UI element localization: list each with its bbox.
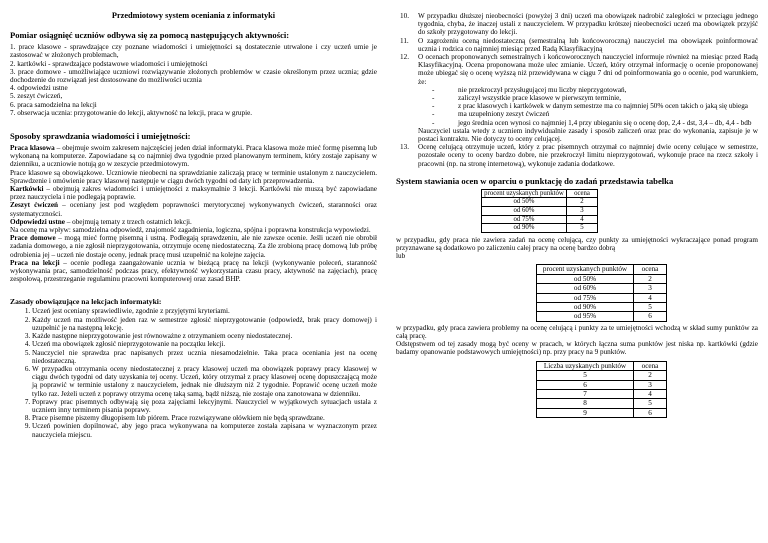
table-cell: od 75% (537, 293, 634, 302)
list-item: 3. Każde następne nieprzygotowanie jest równoważne z otrzymaniem oceny niedostatecznej. (32, 332, 377, 340)
table-header: ocena (567, 189, 598, 198)
section-heading-grading: System stawiania ocen w oparciu o punktację do zadań przedstawia tabelka (396, 175, 674, 186)
table-cell: 3 (567, 207, 598, 216)
table-cell: od 95% (537, 312, 634, 321)
table-cell: 2 (634, 274, 667, 283)
term-workbook: Zeszyt ćwiczeń (10, 201, 59, 210)
list-item: 1. Uczeń jest oceniany sprawiedliwie, zgodnie z przyjętymi kryteriami. (32, 307, 377, 315)
table-cell: od 75% (482, 215, 567, 224)
list-item: 5. zeszyt ćwiczeń, (10, 92, 63, 101)
table-row (537, 389, 667, 398)
section-heading-methods: Sposoby sprawdzania wiadomości i umiejętności: (10, 131, 191, 142)
grading-table-extended (536, 264, 667, 321)
item-text: O ocenach proponowanych semestralnych i końcoworocznych nauczyciel informuje również na miesiąc przed Radą Klasyfikacyjną. Ocena proponowana może ulec zmianie. Uczeń, który otrzymał informację o ocenie proponowanej może ubiegać się o ocenę wyższą niż przewidywana w ciągu 7 dni od poinformowania go o ocenie, pod warunkiem, że: (418, 53, 758, 86)
item-text: O zagrożeniu oceną niedostateczną (semestralną lub końcoworoczną) nauczyciel ma obowiązek poinformować ucznia i rodzica co najmniej miesiąc przed Radą Klasyfikacyjną (418, 36, 758, 53)
list-item: 4. Uczeń ma obowiązek zgłosić nieprzygotowanie na początku lekcji. (32, 340, 377, 348)
paragraph-homework (10, 234, 377, 259)
list-item: 2. Każdy uczeń ma możliwość jeden raz w semestrze zgłosić nieprzygotowanie (odpowiedź, brak pracy domowej) i uzupełnić je na następną lekcję. (32, 316, 377, 332)
table-cell: 7 (537, 389, 634, 398)
paragraph-workbook (10, 201, 377, 217)
paragraph-class-test-rules: Prace klasowe są obowiązkowe. Uczniowie nieobecni na sprawdzianie zaliczają pracę w terminie ustalonym z nauczycielem. Sprawdzenie i omówienie pracy klasowej następuje w ciągu dwóch tygodni od daty ich przeprowadzenia. (10, 168, 377, 185)
contract-note: Nauczyciel ustala wtedy z uczniem indywidualnie zasady i sposób zaliczeń oraz prac do wykonania, zapisuje je w postaci kontraktu. Nie dotyczy to oceny celującej. (418, 126, 758, 144)
paragraph-oral (10, 218, 377, 226)
table-header: ocena (634, 361, 667, 370)
activities-list (10, 43, 377, 117)
or-label: lub (396, 252, 406, 261)
table-cell: 6 (634, 408, 667, 417)
list-item (396, 37, 758, 53)
document-title: Przedmiotowy system oceniania z informatyki (111, 11, 276, 20)
paragraph-oral-criteria: Na ocenę ma wpływ: samodzielna odpowiedź, znajomość zagadnienia, logiczna, spójna i poprawna konstrukcja wypowiedzi. (10, 226, 371, 235)
table-cell: 4 (634, 293, 667, 302)
table-cell: od 50% (482, 198, 567, 207)
condition-item: - ma uzupełniony zeszyt ćwiczeń (458, 110, 758, 118)
grading-table-basic (481, 189, 598, 233)
table-cell: 6 (537, 380, 634, 389)
list-item: 3. prace domowe - umożliwiające uczniowi rozwiązywanie złożonych problemów w czasie określonym przez ucznia; gdzie dochodzenie do rozwiązań jest dostosowane do możliwości ucznia (10, 67, 377, 85)
list-item: 1. prace klasowe - sprawdzające czy poznane wiadomości i umiejętności są dostatecznie utrwalone i czy uczeń umie je zastosować w złożonych problemach, (10, 43, 377, 60)
section-heading-rules: Zasady obowiązujące na lekcjach informatyki: (10, 297, 162, 307)
grading-table-points (536, 361, 667, 418)
list-item: 4. odpowiedzi ustne (10, 84, 68, 93)
table-row (482, 224, 598, 233)
table-row (537, 408, 667, 417)
grading-note-3: Odstępstwem od tej zasady mogą być oceny w pracach, w których łączna suma punktów jest niska np. kartkówki (gdzie badamy opanowanie podstawowych umiejętności) np. przy pracy na 9 punktów. (396, 340, 758, 357)
table-row (537, 399, 667, 408)
item-number: 10. (400, 12, 409, 20)
table-cell: 4 (634, 389, 667, 398)
term-lesson-work: Praca na lekcji (10, 258, 60, 267)
table-row (537, 312, 667, 321)
list-item: 5. Nauczyciel nie sprawdza prac napisanych przez ucznia niesamodzielnie. Taka praca oceniania jest na ocenę niedostateczną. (32, 349, 377, 365)
condition-item: - jego średnia ocen wynosi co najmniej 1,4 przy ubieganiu się o ocenę dop, 2,4 - dst, 3,4 – db, 4,4 - bdb (458, 119, 758, 127)
table-row (537, 274, 667, 283)
term-quizzes: Kartkówki (10, 185, 44, 194)
paragraph-text: – ocenie podlega zaangażowanie ucznia w bieżącą pracę na lekcji (wykonywanie poleceń, staranność wykonywania prac, samodzielność podczas pracy, efektywność wykorzystania czasu pracy, aktywność na zajęciach), pracę zespołową, przestrzeganie regulaminu pracowni komputerowej oraz zasad BHP. (10, 258, 377, 284)
list-item: 7. Poprawy prac pisemnych odbywają się poza zajęciami lekcyjnymi. Nauczyciel w wyjątkowych sytuacjach ustala z uczniem inny terminem pisania poprawy. (32, 398, 377, 414)
table-cell: 5 (567, 224, 598, 233)
table-row (482, 207, 598, 216)
condition-item: - zaliczył wszystkie prace klasowe w pierwszym terminie, (458, 94, 758, 102)
table-cell: 6 (634, 312, 667, 321)
section-heading-activities: Pomiar osiągnięć uczniów odbywa się za pomocą następujących aktywności: (10, 30, 290, 41)
table-cell: od 50% (537, 274, 634, 283)
table-header-row (482, 189, 598, 198)
table-cell: 2 (634, 371, 667, 380)
paragraph-text: – obejmuje swoim zakresem najczęściej jeden dział informatyki. Praca klasowa może mieć formę pisemną lub wykonaną na komputerze. Zapowiadane są co najmniej dwa tygodnie przed planowanym terminem, który zostaje zapisany w dzienniku, a uczniowie notują go w zeszycie przedmiotowym. (10, 144, 377, 169)
rules-list (10, 307, 377, 438)
table-cell: od 60% (537, 284, 634, 293)
conditions-list (418, 86, 758, 127)
table-cell: 5 (634, 303, 667, 312)
list-item: 9. Uczeń powinien dopilnować, aby jego praca wykonywana na komputerze została zapisana w wyznaczonym przez nauczyciela miejscu. (32, 422, 377, 438)
list-item (396, 53, 758, 143)
table-cell: od 60% (482, 207, 567, 216)
table-row (537, 284, 667, 293)
table-header-row (537, 265, 667, 274)
table-cell: 9 (537, 408, 634, 417)
term-homework: Prace domowe (10, 234, 56, 243)
condition-item: - nie przekroczył przysługującej mu liczby nieprzygotowań, (458, 86, 758, 94)
paragraph-text: – obejmują zakres wiadomości i umiejętności z maksymalnie 3 lekcji. Kartkówki nie muszą być zapowiadane przez nauczyciela i nie podlegają poprawie. (10, 185, 377, 202)
list-item: 6. W przypadku otrzymania oceny niedostatecznej z pracy klasowej uczeń ma obowiązek poprawy pracy klasowej w ciągu dwóch tygodni od daty uzyskania tej oceny. Uczeń, który otrzymał z pracy klasowej ocenę dopuszczającą może ją poprawić w terminie ustalony z nauczycielem, jednak nie dłuższym niż 2 tygodnie. Poprawić ocenę uczeń może tylko raz. Jeżeli uczeń z poprawy otrzyma ocenę taką samą, bądź niższą, nie zostaje ona zanotowana w dzienniku. (32, 365, 377, 398)
term-class-test: Praca klasowa (10, 144, 55, 153)
table-cell: 4 (567, 215, 598, 224)
table-row (537, 380, 667, 389)
list-item: 2. kartkówki - sprawdzające podstawowe wiadomości i umiejętności (10, 59, 208, 68)
table-header: procent uzyskanych punktów (482, 189, 567, 198)
list-item: 7. obserwacja ucznia: przygotowanie do lekcji, aktywność na lekcji, praca w grupie. (10, 108, 253, 117)
left-column (10, 0, 377, 439)
list-item: 6. praca samodzielna na lekcji (10, 100, 97, 109)
table-cell: od 90% (537, 303, 634, 312)
table-row (482, 215, 598, 224)
item-number: 12. (400, 53, 409, 62)
table-cell: 3 (634, 284, 667, 293)
item-text: Ocenę celującą otrzymuje uczeń, który z prac pisemnych otrzymał co najmniej dwie oceny celujące w semestrze, pozostałe oceny to oceny bardzo dobre, nie przekroczył limitu nieprzygotowań, wykonuje prace na rzecz szkoły i pracowni (np. na stronę internetową), wykonuje zadania dodatkowe. (418, 143, 758, 168)
table-cell: 5 (537, 371, 634, 380)
paragraph-class-test (10, 144, 377, 169)
paragraph-text: – oceniany jest pod względem poprawności merytorycznej wykonywanych ćwiczeń, staranności oraz systematyczności. (10, 201, 377, 218)
paragraph-lesson-work (10, 259, 377, 284)
list-item (396, 143, 758, 168)
table-cell: 2 (567, 198, 598, 207)
condition-item: - z prac klasowych i kartkówek w danym semestrze ma co najmniej 50% ocen takich o jaką się ubiega (458, 102, 758, 110)
list-item: 8. Prace pisemne piszemy długopisem lub piórem. Prace rozwiązywane ołówkiem nie będą sprawdzane. (32, 414, 377, 422)
table-cell: 3 (634, 380, 667, 389)
paragraph-text: – obejmują tematy z trzech ostatnich lekcji. (64, 217, 192, 226)
table-row (482, 198, 598, 207)
right-column (396, 0, 758, 418)
paragraph-text: – mogą mieć formę pisemną i ustną. Podlegają sprawdzeniu, ale nie zawsze ocenie. Jeśli uczeń nie obrobił zadania domowego, a nie zgłosił nieprzygotowania, otrzymuje ocenę niedostateczną. Za źle zrobioną pracę domową lub próbę odrobienia jej – uczeń nie dostaje oceny, jednak pracę musi uzupełnić na kolejne zajęcia. (10, 234, 377, 259)
table-header: ocena (634, 265, 667, 274)
term-oral: Odpowiedzi ustne (10, 217, 65, 226)
table-row (537, 371, 667, 380)
table-cell: 8 (537, 399, 634, 408)
paragraph-quizzes (10, 185, 377, 201)
item-text: W przypadku dłuższej nieobecności (powyżej 3 dni) uczeń ma obowiązek nadrobić zaległości w przeciągu jednego tygodnia, chyba, że inaczej ustali z nauczycielem. W przypadku krótszej nieobecności uczeń ma obowiązek przyjść do szkoły przygotowany do lekcji. (418, 12, 758, 37)
item-number: 11. (400, 36, 409, 45)
table-cell: 5 (634, 399, 667, 408)
grading-note-1: w przypadku, gdy praca nie zawiera zadań na ocenę celującą, czy punkty za umiejętności wykraczające ponad program przyznawane są dodatkowo po zaliczeniu całej pracy na ocenę bardzo dobrą (396, 235, 758, 253)
table-cell: od 90% (482, 224, 567, 233)
table-header: procent uzyskanych punktów (537, 265, 634, 274)
list-item (396, 12, 758, 37)
rules-list-continued (396, 12, 758, 168)
table-row (537, 293, 667, 302)
item-number: 13. (400, 143, 409, 152)
table-header: Liczba uzyskanych punktów (537, 361, 634, 370)
table-row (537, 303, 667, 312)
table-header-row (537, 361, 667, 370)
grading-note-2: w przypadku, gdy praca zawiera problemy na ocenę celującą i punkty za te umiejętności wchodzą w skład sumy punktów za całą pracę. (396, 323, 758, 341)
